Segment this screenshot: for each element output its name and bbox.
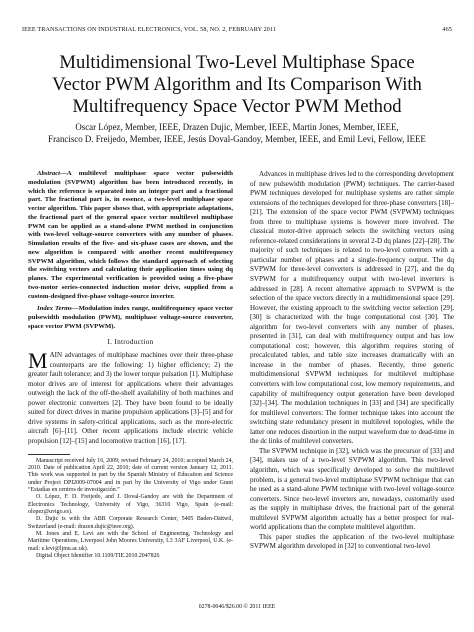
introduction-paragraph: [28, 348, 233, 446]
footnote-manuscript: Manuscript received July 16, 2009; revised February 24, 2010; accepted March 24, 2010. Date of publication April 22, 2010; date of current version January 12, 2011. This work was supported in part by the Spanish Ministry of Education and Science under Project DPI2009-07004 and in part by the University of Vigo under Grant “Estadías en centros de investigación.”: [28, 457, 233, 493]
index-terms-lead: Index Terms—: [37, 305, 79, 313]
section-heading-introduction: I. Introduction: [107, 337, 154, 346]
abstract: [28, 170, 233, 301]
footnote-divider: [28, 454, 70, 455]
right-column: [250, 170, 454, 552]
journal-name: IEEE TRANSACTIONS ON INDUSTRIAL ELECTRONICS, VOL. 58, NO. 2, FEBRUARY 2011: [22, 26, 277, 33]
footnotes: [28, 458, 233, 561]
authors-line-2: Francisco D. Freijedo, Member, IEEE, Jesús Doval-Gandoy, Member, IEEE, and Emil Levi, Fellow, IEEE: [48, 134, 426, 144]
title-line-2: Vector PWM Algorithm and Its Comparison With: [52, 74, 422, 95]
body-paragraph-2: The SVPWM technique in [32], which was the precursor of [33] and [34], makes use of a two-level SVPWM algorithm. This two-level algorithm, which was specifically developed to solve the multilevel problem, is a general two-level multiphase SVPWM technique that can be used as a stand-alone PWM technique with two-level voltage-source converters. Since two-level inverters are, nowadays, customarily used as the supply in multiphase drives, the fractional part of the general multilevel SVPWM algorithm actually has a better prospect for real-world applications than the complete multilevel algorithm.: [250, 446, 454, 532]
footnote-affiliation-abb: D. Dujic is with the ABB Corporate Research Center, 5405 Baden-Dättwil, Switzerland (e-mail: drazen.dujic@ieee.org).: [28, 516, 233, 530]
body-paragraph-3: This paper studies the application of the two-level multiphase SVPWM algorithm developed in [32] to conventional two-level: [250, 532, 454, 551]
left-column: [28, 170, 233, 560]
body-paragraph-1: Advances in multiphase drives led to the corresponding development of new pulsewidth modulation (PWM) techniques. The carrier-based PWM techniques developed for multiphase systems are rather simple extensions of the techniques developed for three-phase converters [18]–[21]. The extension of the space vector PWM (SVPWM) techniques from three to multiphase systems is however more involved. The classical motor-drive approach selects the switching vectors using reference-related considerations in several 2-D dq planes [22]–[28]. The majority of such techniques is related to two-level converters with a particular number of phases and a single-frequency output. The dq SVPWM for three-level converters is addressed in [27], and the dq SVPWM for a multifrequency output with two-level inverters is addressed in [28]. A recent alternative approach to SVPWM is the selection of the space vectors directly in a multidimensional space [29]. However, the existing approach to the switching vector selection [29], [30] is characterized with the huge computational cost [30]. The algorithm for two-level converters with any number of phases, presented in [31], can deal with multifrequency output and has low computational cost; however, this algorithm requires storing of precalculated tables, and table size increases dramatically with an increase in the number of phases. Recently, three generic multidimensional SVPWM techniques for multilevel multiphase converters with low computational cost, low memory requirements, and capability of multifrequency output generation have been developed [32]–[34]. The modulation techniques in [33] and [34] are specifically for multilevel converters: The former technique takes into account the switching state redundancy present in multilevel topologies, while the latter one reduces distortion in the output waveform due to dead-time in the dc links of multilevel converters.: [250, 170, 454, 446]
authors-line-1: Oscar López, Member, IEEE, Drazen Dujic, Member, IEEE, Martin Jones, Member, IEEE,: [75, 122, 399, 132]
title-line-3: Multifrequency Space Vector PWM Method: [72, 96, 402, 117]
index-terms-text: Modulation index range, multifrequency space vector pulsewidth modulation (PWM), multiphase voltage-source converter, space vector PWM (SVPWM).: [28, 305, 233, 330]
index-terms: [28, 305, 233, 331]
author-list: [20, 121, 454, 145]
abstract-text: A multilevel multiphase space vector pulsewidth modulation (SVPWM) algorithm has been introduced recently, in which the reference is separated into an integer part and a fractional part. The fractional part is, in essence, a two-level multiphase space vector algorithm. This paper shows that, with appropriate adaptations, the fractional part of the general space vector multilevel multiphase PWM can be applied as a stand-alone PWM method in conjunction with two-level voltage-source converters with any number of phases. Simulation results of the five- and six-phase cases are shown, and the new algorithm is compared with another recent multifrequency SVPWM algorithm, which follows the standard approach of selecting the switching vectors and calculating their application times using dq planes. The experimental verification is provided using a five-phase two-motor series-connected induction motor drive, supplied from a custom-designed five-phase voltage-source inverter.: [28, 170, 233, 300]
running-head: [22, 26, 452, 36]
title-line-1: Multidimensional Two-Level Multiphase Space: [59, 52, 415, 73]
page-number: 465: [442, 26, 452, 33]
drop-cap: M: [28, 348, 48, 374]
footnote-doi: Digital Object Identifier 10.1109/TIE.2010.2047826: [36, 552, 160, 559]
footnote-affiliation-vigo: O. López, F. D. Freijedo, and J. Doval-Gandoy are with the Department of Electronics Technology, University of Vigo, 36310 Vigo, Spain (e-mail: olopez@uvigo.es).: [28, 494, 233, 515]
copyright-footer: 0278-0046/$26.00 © 2011 IEEE: [198, 604, 276, 610]
paper-title: [20, 52, 454, 118]
introduction-text: AIN advantages of multiphase machines over their three-phase counterparts are the following: 1) higher efficiency; 2) the greater fault tolerance; and 3) the lower torque pulsation [1]. Multiphase motor drives are of interest for applications where their advantages outweigh the lack of the off-the-shelf availability of both machines and power electronic converters [2]. They have been found to be ideally suited for direct drives in marine propulsion applications [3]–[5] and for drive systems in safety-critical applications, such as the more-electric aircraft [6]–[11]. Other recent applications include electric vehicle propulsion [12]–[15] and locomotive traction [16], [17].: [28, 351, 233, 445]
footnote-affiliation-ljmu: M. Jones and E. Levi are with the School of Engineering, Technology and Maritime Operations, Liverpool John Moores University, L3 3AF Liverpool, U.K. (e-mail: e.levi@ljmu.ac.uk).: [28, 530, 233, 552]
abstract-lead: Abstract—: [37, 170, 67, 177]
